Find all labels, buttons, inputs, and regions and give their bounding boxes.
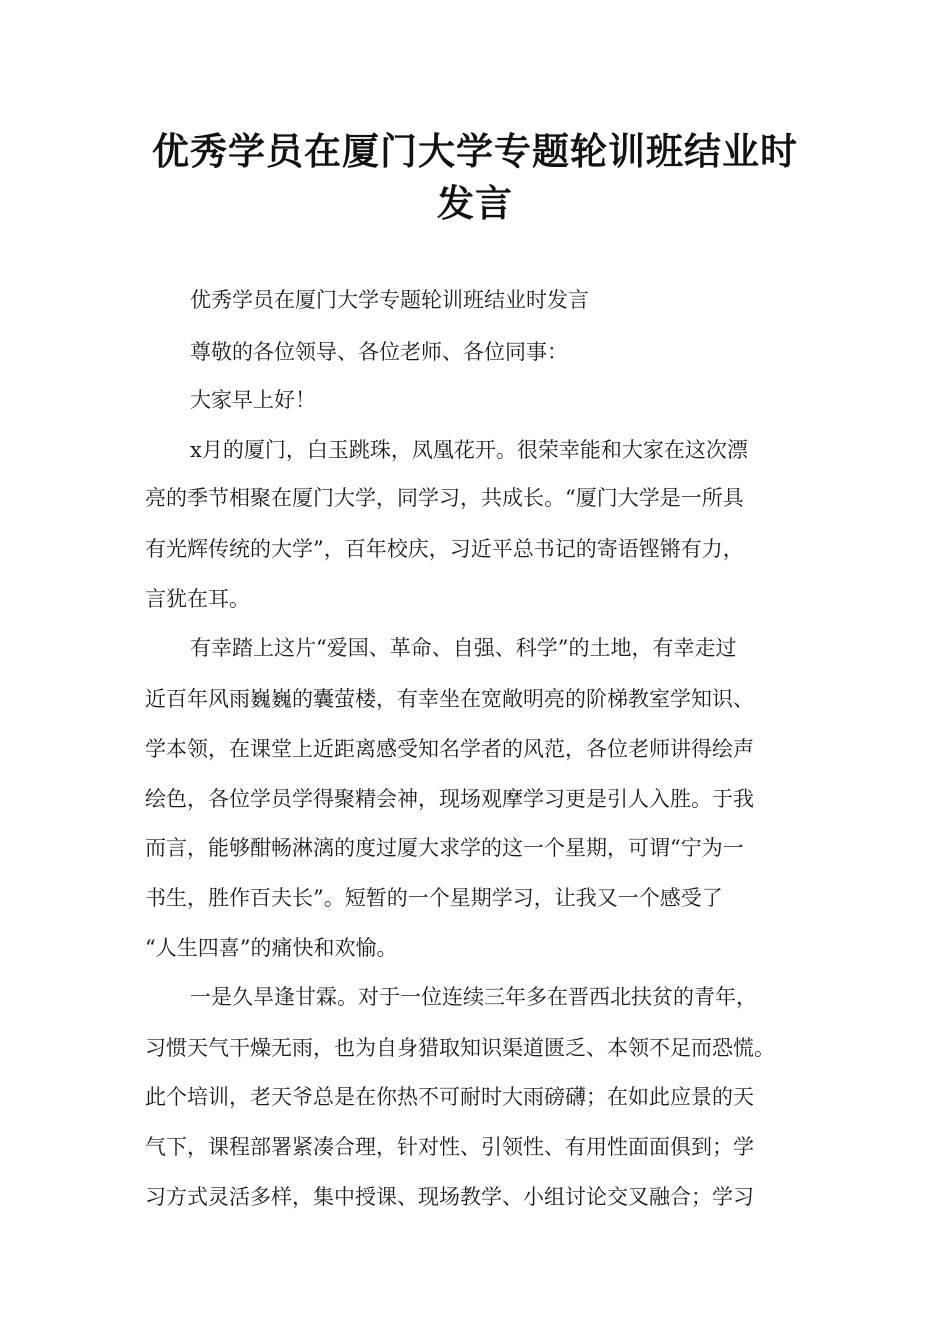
text-line: 气下，课程部署紧凑合理，针对性、引领性、有用性面面俱到；学	[145, 1135, 754, 1159]
text-line: 而言，能够酣畅淋漓的度过厦大求学的这一个星期，可谓“宁为一	[145, 836, 744, 860]
document-title-line-2: 发言	[437, 182, 513, 225]
text-line: 一是久旱逢甘霖。对于一位连续三年多在晋西北扶贫的青年，	[190, 985, 757, 1009]
text-line: 尊敬的各位领导、各位老师、各位同事：	[190, 340, 568, 364]
text-line: 学本领，在课堂上近距离感受知名学者的风范，各位老师讲得绘声	[145, 737, 754, 761]
text-line: 有幸踏上这片“爱国、革命、自强、科学”的土地，有幸走过	[190, 636, 737, 660]
text-line: 大家早上好！	[190, 388, 316, 412]
text-line: 书生，胜作百夫长”。短暂的一个星期学习，让我又一个感受了	[145, 886, 723, 910]
text-line: 有光辉传统的大学”，百年校庆，习近平总书记的寄语铿锵有力，	[145, 537, 744, 561]
text-line: 亮的季节相聚在厦门大学，同学习，共成长。“厦门大学是一所具	[145, 486, 744, 510]
text-line: 言犹在耳。	[145, 587, 250, 611]
text-line: 习方式灵活多样，集中授课、现场教学、小组讨论交叉融合；学习	[145, 1185, 754, 1209]
text-line: 优秀学员在厦门大学专题轮训班结业时发言	[190, 288, 589, 312]
document-title-line-1: 优秀学员在厦门大学专题轮训班结业时	[152, 130, 798, 173]
text-line: 绘色，各位学员学得聚精会神，现场观摩学习更是引人入胜。于我	[145, 787, 754, 811]
text-line: 近百年风雨巍巍的囊萤楼，有幸坐在宽敞明亮的阶梯教室学知识、	[145, 687, 754, 711]
text-line: “人生四喜”的痛快和欢愉。	[145, 936, 398, 960]
text-line: 此个培训，老天爷总是在你热不可耐时大雨磅礴；在如此应景的天	[145, 1085, 754, 1109]
text-line: x月的厦门，白玉跳珠，凤凰花开。很荣幸能和大家在这次漂	[190, 438, 748, 462]
text-line: 习惯天气干燥无雨，也为自身猎取知识渠道匮乏、本领不足而恐慌。	[145, 1036, 775, 1060]
